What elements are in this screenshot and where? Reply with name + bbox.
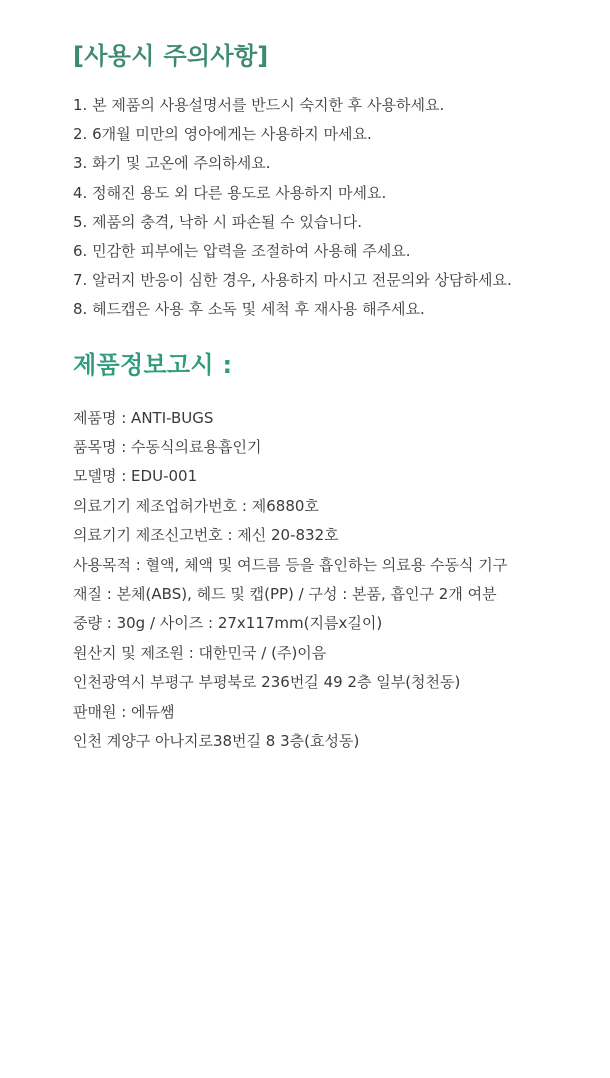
product-info-item: 사용목적 : 혈액, 체액 및 여드름 등을 흡인하는 의료용 수동식 기구 <box>73 555 508 574</box>
precaution-item: 6. 민감한 피부에는 압력을 조절하여 사용해 주세요. <box>73 242 411 261</box>
product-info-item: 모델명 : EDU-001 <box>73 467 198 486</box>
precaution-item: 7. 알러지 반응이 심한 경우, 사용하지 마시고 전문의와 상담하세요. <box>73 271 512 290</box>
product-info-item: 품목명 : 수동식의료용흡인기 <box>73 438 262 457</box>
product-info-item: 제품명 : ANTI-BUGS <box>73 408 214 427</box>
product-info-item: 중량 : 30g / 사이즈 : 27x117mm(지름x길이) <box>73 614 383 633</box>
precaution-item: 2. 6개월 미만의 영아에게는 사용하지 마세요. <box>73 125 372 144</box>
product-info-item: 의료기기 제조업허가번호 : 제6880호 <box>73 496 319 515</box>
precautions-list <box>73 91 590 325</box>
product-info-item: 인천 계양구 아나지로38번길 8 3층(효성동) <box>73 732 360 751</box>
product-info-title: 제품정보고시 : <box>73 350 233 379</box>
precaution-item: 3. 화기 및 고온에 주의하세요. <box>73 154 271 173</box>
product-info-item: 의료기기 제조신고번호 : 제신 20-832호 <box>73 526 339 545</box>
product-info-item: 인천광역시 부평구 부평북로 236번길 49 2층 일부(청천동) <box>73 673 461 692</box>
precaution-item: 5. 제품의 충격, 낙하 시 파손될 수 있습니다. <box>73 212 363 231</box>
precautions-title: [사용시 주의사항] <box>73 42 269 70</box>
precaution-item: 1. 본 제품의 사용설명서를 반드시 숙지한 후 사용하세요. <box>73 96 445 114</box>
product-info-item: 원산지 및 제조원 : 대한민국 / (주)이음 <box>73 643 327 662</box>
precaution-item: 8. 헤드캡은 사용 후 소독 및 세척 후 재사용 해주세요. <box>73 300 425 319</box>
product-info-item: 재질 : 본체(ABS), 헤드 및 캡(PP) / 구성 : 본품, 흡인구 2개 여분 <box>73 585 497 604</box>
precaution-item: 4. 정해진 용도 외 다른 용도로 사용하지 마세요. <box>73 183 387 202</box>
product-info-list <box>73 404 590 757</box>
product-info-item: 판매원 : 에듀쌤 <box>73 702 175 721</box>
